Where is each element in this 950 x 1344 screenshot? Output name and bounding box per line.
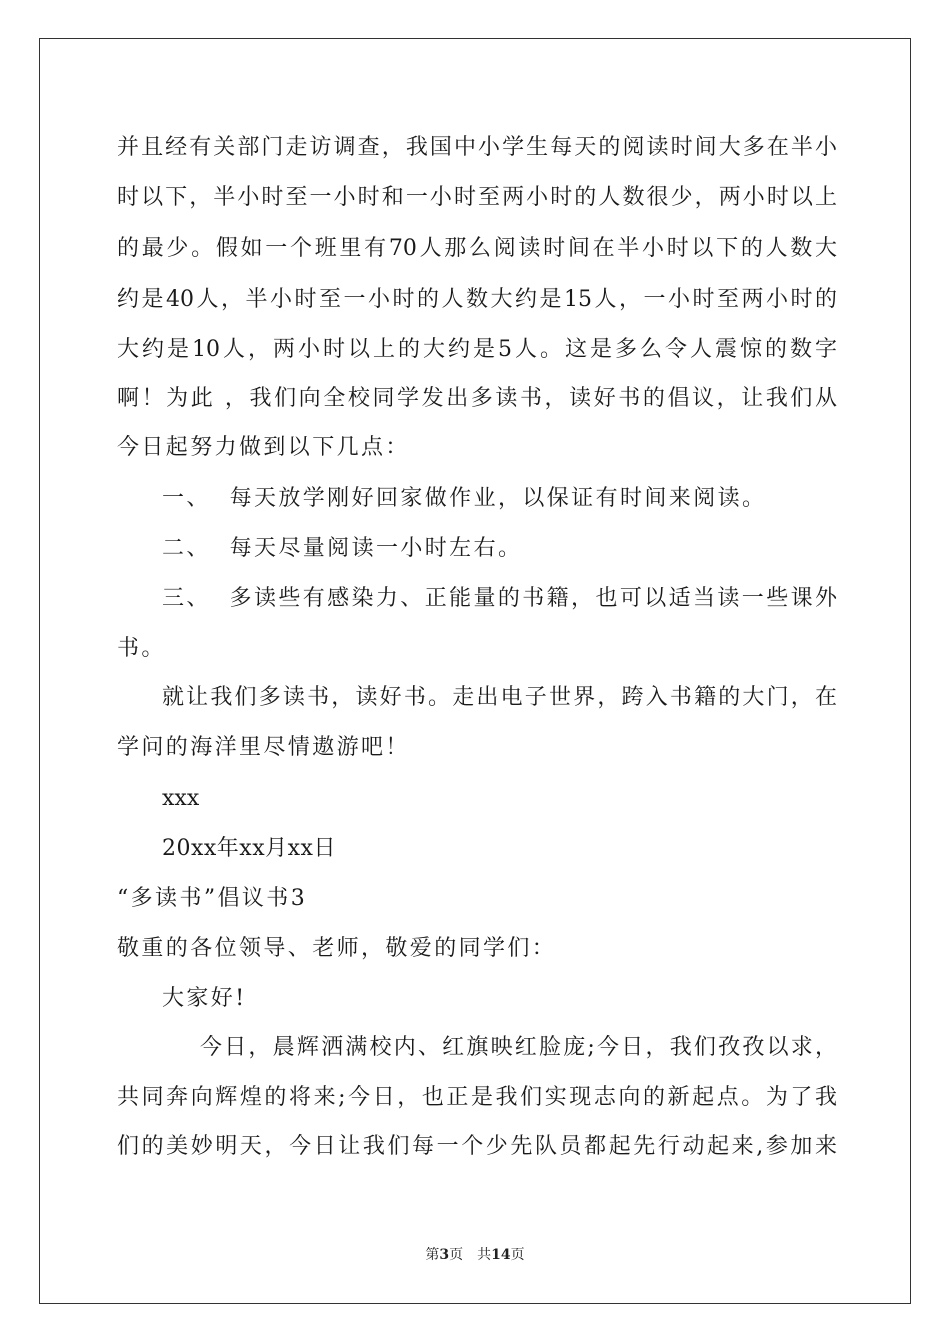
list-item: 三、 多读些有感染力、正能量的书籍，也可以适当读一些课外 bbox=[162, 586, 837, 611]
page-number: 3 bbox=[439, 1247, 450, 1263]
signature-name: xxx bbox=[162, 786, 200, 811]
signature-date: 20xx年xx月xx日 bbox=[162, 836, 336, 861]
list-item: 一、 每天放学刚好回家做作业，以保证有时间来阅读。 bbox=[162, 486, 767, 511]
paragraph-line: 今日起努力做到以下几点： bbox=[117, 435, 410, 460]
paragraph-line: 共同奔向辉煌的将来;今日，也正是我们实现志向的新起点。为了我 bbox=[117, 1085, 837, 1110]
greeting: 大家好! bbox=[162, 986, 247, 1011]
total-pages: 14 bbox=[491, 1247, 511, 1263]
paragraph-line: 约是40人，半小时至一小时的人数大约是15人，一小时至两小时的 bbox=[117, 287, 837, 312]
paragraph-line: 并且经有关部门走访调查，我国中小学生每天的阅读时间大多在半小 bbox=[117, 135, 837, 160]
total-prefix: 共 bbox=[477, 1247, 492, 1263]
page-suffix: 页 bbox=[449, 1247, 464, 1263]
page-prefix: 第 bbox=[425, 1247, 440, 1263]
page-border bbox=[39, 38, 911, 1304]
paragraph-line: 时以下，半小时至一小时和一小时至两小时的人数很少，两小时以上 bbox=[117, 185, 837, 210]
paragraph-line: 学问的海洋里尽情遨游吧！ bbox=[117, 735, 410, 760]
total-suffix: 页 bbox=[510, 1247, 525, 1263]
list-item-continuation: 书。 bbox=[117, 636, 166, 661]
list-item: 二、 每天尽量阅读一小时左右。 bbox=[162, 536, 523, 561]
paragraph-line: 啊！为此 ，我们向全校同学发出多读书，读好书的倡议，让我们从 bbox=[117, 386, 837, 411]
salutation: 敬重的各位领导、老师，敬爱的同学们： bbox=[117, 936, 557, 961]
section-title: “多读书”倡议书3 bbox=[117, 886, 308, 911]
paragraph-line: 就让我们多读书，读好书。走出电子世界，跨入书籍的大门，在 bbox=[162, 685, 837, 710]
paragraph-line: 的最少。假如一个班里有70人那么阅读时间在半小时以下的人数大 bbox=[117, 236, 837, 261]
page-footer bbox=[0, 1246, 950, 1264]
paragraph-line: 今日，晨辉洒满校内、红旗映红脸庞;今日，我们孜孜以求， bbox=[200, 1035, 837, 1060]
paragraph-line: 大约是10人，两小时以上的大约是5人。这是多么令人震惊的数字 bbox=[117, 337, 837, 362]
paragraph-line: 们的美妙明天，今日让我们每一个少先队员都起先行动起来,参加来 bbox=[117, 1134, 837, 1159]
